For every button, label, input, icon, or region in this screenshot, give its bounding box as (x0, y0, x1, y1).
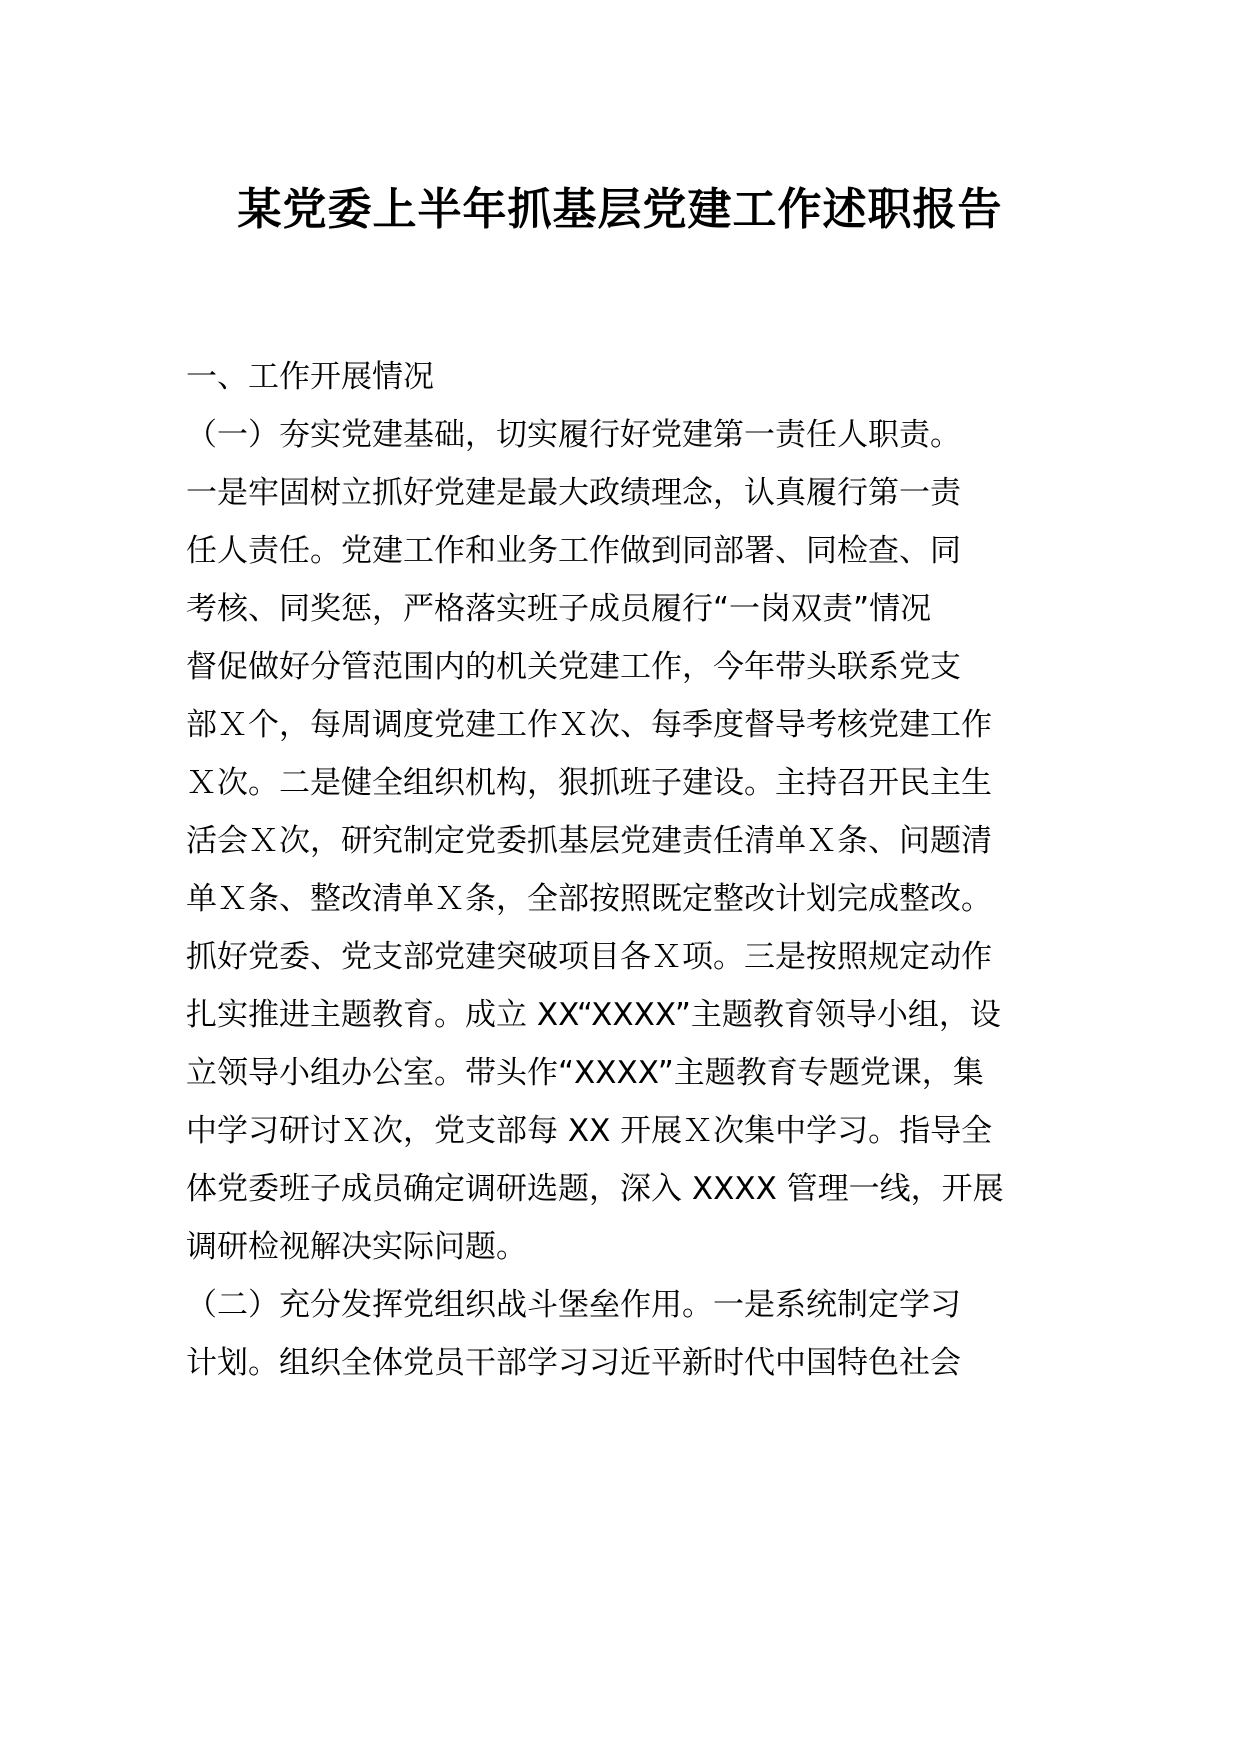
body-text-line: 抓好党委、党支部党建突破项目各Ｘ项。三是按照规定动作 (186, 939, 992, 975)
body-text-line: 立领导小组办公室。带头作“XXXX”主题教育专题党课，集 (186, 1055, 984, 1091)
body-text-line: 中学习研讨Ｘ次，党支部每 XX 开展Ｘ次集中学习。指导全 (186, 1113, 993, 1149)
body-text-line: 一是牢固树立抓好党建是最大政绩理念，认真履行第一责 (186, 475, 961, 511)
body-text-line: 任人责任。党建工作和业务工作做到同部署、同检查、同 (186, 533, 961, 569)
body-text-line: 考核、同奖惩，严格落实班子成员履行“一岗双责”情况 (186, 591, 932, 627)
body-text-line: 部Ｘ个，每周调度党建工作Ｘ次、每季度督导考核党建工作 (186, 707, 992, 743)
body-text-line: 督促做好分管范围内的机关党建工作，今年带头联系党支 (186, 649, 961, 685)
body-text-line: Ｘ次。二是健全组织机构，狠抓班子建设。主持召开民主生 (186, 765, 992, 801)
section-heading: 一、工作开展情况 (186, 359, 434, 395)
document-body (186, 348, 1066, 1392)
body-text-line: 扎实推进主题教育。成立 XX“XXXX”主题教育领导小组，设 (186, 997, 1001, 1033)
body-text-line: 计划。组织全体党员干部学习习近平新时代中国特色社会 (186, 1345, 961, 1381)
body-text-line: 调研检视解决实际问题。 (186, 1229, 527, 1265)
body-text-line: 活会Ｘ次，研究制定党委抓基层党建责任清单Ｘ条、问题清 (186, 823, 992, 859)
subsection-heading: （一）夯实党建基础，切实履行好党建第一责任人职责。 (186, 417, 961, 453)
body-text-line: 体党委班子成员确定调研选题，深入 XXXX 管理一线，开展 (186, 1171, 1004, 1207)
document-title: 某党委上半年抓基层党建工作述职报告 (237, 184, 1003, 235)
body-text-line: 单Ｘ条、整改清单Ｘ条，全部按照既定整改计划完成整改。 (186, 881, 992, 917)
subsection-heading: （二）充分发挥党组织战斗堡垒作用。一是系统制定学习 (186, 1287, 961, 1323)
